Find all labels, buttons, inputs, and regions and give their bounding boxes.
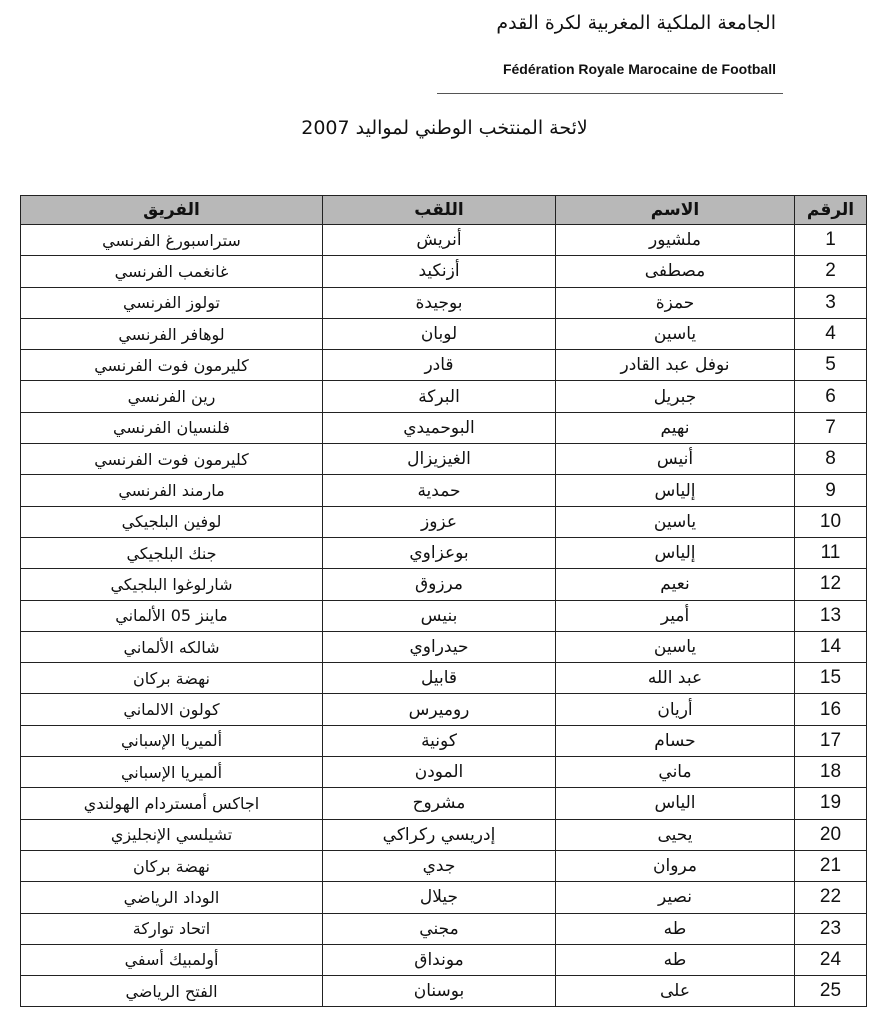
player-last-name: أزنكيد	[323, 256, 556, 287]
table-row	[21, 788, 867, 819]
player-last-name: كونية	[323, 725, 556, 756]
table-row	[21, 944, 867, 975]
row-number: 19	[795, 788, 867, 819]
table-row	[21, 225, 867, 256]
row-number: 15	[795, 663, 867, 694]
header-number: الرقم	[795, 196, 867, 225]
player-team: نهضة بركان	[21, 663, 323, 694]
player-first-name: إلياس	[556, 475, 795, 506]
header-team: الفريق	[21, 196, 323, 225]
player-team: ستراسبورغ الفرنسي	[21, 225, 323, 256]
player-first-name: ملشيور	[556, 225, 795, 256]
player-team: ماينز 05 الألماني	[21, 600, 323, 631]
player-first-name: ياسين	[556, 506, 795, 537]
player-last-name: جيلال	[323, 882, 556, 913]
row-number: 24	[795, 944, 867, 975]
row-number: 22	[795, 882, 867, 913]
row-number: 6	[795, 381, 867, 412]
player-last-name: مجني	[323, 913, 556, 944]
player-first-name: الياس	[556, 788, 795, 819]
player-team: ألميريا الإسباني	[21, 725, 323, 756]
row-number: 20	[795, 819, 867, 850]
player-last-name: حمدية	[323, 475, 556, 506]
row-number: 18	[795, 757, 867, 788]
player-team: لوهافر الفرنسي	[21, 318, 323, 349]
player-first-name: أمير	[556, 600, 795, 631]
player-last-name: أنريش	[323, 225, 556, 256]
document-header	[0, 0, 889, 100]
table-row	[21, 600, 867, 631]
row-number: 16	[795, 694, 867, 725]
row-number: 7	[795, 412, 867, 443]
player-first-name: حسام	[556, 725, 795, 756]
player-team: الوداد الرياضي	[21, 882, 323, 913]
player-last-name: عزوز	[323, 506, 556, 537]
player-team: مارمند الفرنسي	[21, 475, 323, 506]
player-last-name: قابيل	[323, 663, 556, 694]
player-first-name: يحيى	[556, 819, 795, 850]
header-first-name: الاسم	[556, 196, 795, 225]
row-number: 12	[795, 569, 867, 600]
table-row	[21, 381, 867, 412]
table-row	[21, 569, 867, 600]
player-first-name: نعيم	[556, 569, 795, 600]
row-number: 4	[795, 318, 867, 349]
player-first-name: مصطفى	[556, 256, 795, 287]
player-team: تولوز الفرنسي	[21, 287, 323, 318]
row-number: 1	[795, 225, 867, 256]
player-team: شالكه الألماني	[21, 631, 323, 662]
table-row	[21, 287, 867, 318]
player-first-name: ماني	[556, 757, 795, 788]
table-row	[21, 444, 867, 475]
player-first-name: ياسين	[556, 631, 795, 662]
player-first-name: حمزة	[556, 287, 795, 318]
row-number: 23	[795, 913, 867, 944]
player-team: فلنسيان الفرنسي	[21, 412, 323, 443]
player-first-name: مروان	[556, 850, 795, 881]
player-team: كليرمون فوت الفرنسي	[21, 444, 323, 475]
player-last-name: مشروح	[323, 788, 556, 819]
federation-name-french: Fédération Royale Marocaine de Football	[502, 61, 776, 77]
player-team: شارلوغوا البلجيكي	[21, 569, 323, 600]
player-team: جنك البلجيكي	[21, 537, 323, 568]
player-first-name: عبد الله	[556, 663, 795, 694]
player-team: غانغمب الفرنسي	[21, 256, 323, 287]
player-last-name: بنيس	[323, 600, 556, 631]
player-first-name: نهيم	[556, 412, 795, 443]
player-last-name: إدريسي ركراكي	[323, 819, 556, 850]
player-team: ألميريا الإسباني	[21, 757, 323, 788]
table-row	[21, 412, 867, 443]
player-last-name: الغيزيزال	[323, 444, 556, 475]
row-number: 9	[795, 475, 867, 506]
player-team: أولمبيك أسفي	[21, 944, 323, 975]
player-first-name: أنيس	[556, 444, 795, 475]
player-team: رين الفرنسي	[21, 381, 323, 412]
table-row	[21, 757, 867, 788]
player-last-name: لوبان	[323, 318, 556, 349]
table-row	[21, 631, 867, 662]
player-first-name: إلياس	[556, 537, 795, 568]
player-team: تشيلسي الإنجليزي	[21, 819, 323, 850]
table-row	[21, 350, 867, 381]
player-last-name: مونداق	[323, 944, 556, 975]
table-row	[21, 506, 867, 537]
player-first-name: نوفل عبد القادر	[556, 350, 795, 381]
table-row	[21, 475, 867, 506]
row-number: 21	[795, 850, 867, 881]
table-row	[21, 318, 867, 349]
player-last-name: البوحميدي	[323, 412, 556, 443]
row-number: 2	[795, 256, 867, 287]
row-number: 3	[795, 287, 867, 318]
row-number: 13	[795, 600, 867, 631]
row-number: 11	[795, 537, 867, 568]
squad-table	[20, 195, 867, 1007]
header-last-name: اللقب	[323, 196, 556, 225]
player-last-name: بوعزاوي	[323, 537, 556, 568]
player-team: كولون الالماني	[21, 694, 323, 725]
player-first-name: أريان	[556, 694, 795, 725]
federation-name-arabic: الجامعة الملكية المغربية لكرة القدم	[496, 12, 776, 34]
player-first-name: ياسين	[556, 318, 795, 349]
player-last-name: بوجيدة	[323, 287, 556, 318]
row-number: 10	[795, 506, 867, 537]
table-row	[21, 819, 867, 850]
document-title: لائحة المنتخب الوطني لمواليد 2007	[301, 117, 588, 139]
table-row	[21, 256, 867, 287]
player-team: اتحاد تواركة	[21, 913, 323, 944]
table-body	[21, 225, 867, 1007]
table-row	[21, 976, 867, 1007]
row-number: 14	[795, 631, 867, 662]
table-row	[21, 537, 867, 568]
player-team: كليرمون فوت الفرنسي	[21, 350, 323, 381]
player-team: اجاكس أمستردام الهولندي	[21, 788, 323, 819]
player-last-name: قادر	[323, 350, 556, 381]
row-number: 17	[795, 725, 867, 756]
row-number: 8	[795, 444, 867, 475]
player-team: الفتح الرياضي	[21, 976, 323, 1007]
table-row	[21, 913, 867, 944]
player-last-name: حيدراوي	[323, 631, 556, 662]
player-last-name: روميرس	[323, 694, 556, 725]
player-last-name: المودن	[323, 757, 556, 788]
player-first-name: طه	[556, 944, 795, 975]
table-row	[21, 694, 867, 725]
player-first-name: جبريل	[556, 381, 795, 412]
player-last-name: جدي	[323, 850, 556, 881]
header-divider	[437, 93, 783, 94]
table-row	[21, 725, 867, 756]
player-last-name: البركة	[323, 381, 556, 412]
table-row	[21, 663, 867, 694]
row-number: 25	[795, 976, 867, 1007]
row-number: 5	[795, 350, 867, 381]
player-first-name: طه	[556, 913, 795, 944]
player-team: لوفين البلجيكي	[21, 506, 323, 537]
table-row	[21, 850, 867, 881]
player-last-name: بوسنان	[323, 976, 556, 1007]
table-header-row	[21, 196, 867, 225]
player-first-name: على	[556, 976, 795, 1007]
table-row	[21, 882, 867, 913]
player-team: نهضة بركان	[21, 850, 323, 881]
player-last-name: مرزوق	[323, 569, 556, 600]
player-first-name: نصير	[556, 882, 795, 913]
